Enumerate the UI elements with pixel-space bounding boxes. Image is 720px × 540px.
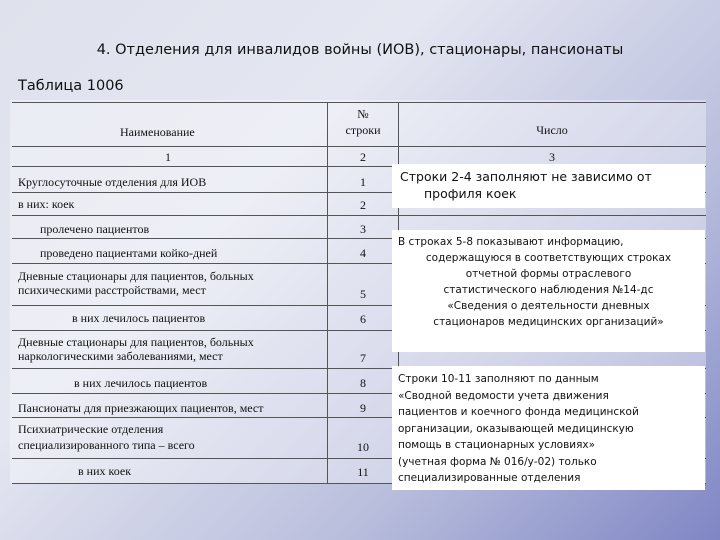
table-caption: Таблица 1006 [18, 78, 124, 94]
header-count: Число [536, 123, 568, 137]
row-name: Круглосуточные отделения для ИОВ [18, 175, 207, 189]
row-number: 8 [360, 376, 366, 390]
row-name: пролечено пациентов [40, 222, 150, 236]
col-number-row-no-cell [327, 147, 399, 167]
row-name: в них лечилось пациентов [72, 311, 206, 325]
note-rows-5-8-line3: отчетной формы отраслевого [465, 268, 632, 280]
note-rows-5-8-line2: содержащуюся в соответствующих строках [425, 252, 672, 264]
page-title: 4. Отделения для инвалидов войны (ИОВ), стационары, пансионаты [96, 42, 624, 58]
row-number: 1 [360, 175, 366, 189]
col-number-count: 3 [549, 150, 555, 164]
row-number: 5 [360, 287, 366, 301]
note-rows-5-8-line4: статистического наблюдения №14-дс [443, 284, 654, 296]
row-name: в них лечилось пациентов [74, 376, 208, 390]
row-number: 3 [360, 222, 366, 236]
row-number: 4 [360, 246, 366, 260]
note-rows-10-11-line5: помощь в стационарных условиях» [398, 439, 596, 451]
note-rows-5-8-line1: В строках 5-8 показывают информацию, [398, 236, 624, 248]
row-number: 7 [360, 351, 366, 365]
table-header-row [12, 102, 706, 147]
note-rows-10-11-line1: Строки 10-11 заполняют по данным [398, 373, 599, 385]
header-name: Наименование [120, 125, 195, 139]
col-number-row-no: 2 [360, 150, 366, 164]
note-rows-10-11-line7: специализированные отделения [398, 472, 581, 484]
row-number: 11 [357, 465, 369, 479]
row-name: Дневные стационары для пациентов, больных [18, 269, 254, 283]
note-rows-10-11-line3: пациентов и коечного фонда медицинской [398, 406, 639, 418]
note-rows-2-4-line2: профиля коек [424, 186, 517, 201]
row-name-line2: наркологическими заболеваниями, мест [18, 349, 223, 363]
row-number: 2 [360, 198, 366, 212]
row-number: 6 [360, 312, 366, 326]
row-name: Пансионаты для приезжающих пациентов, мест [18, 401, 264, 415]
row-name: Психиатрические отделения [18, 422, 164, 436]
header-row-no-cell [327, 103, 399, 147]
header-row-no-symbol: № [357, 107, 369, 121]
note-rows-5-8-line6: стационаров медицинских организаций» [433, 316, 664, 328]
note-rows-2-4-line1: Строки 2-4 заполняют не зависимо от [400, 169, 652, 184]
header-name-cell [12, 103, 327, 147]
row-number: 10 [357, 440, 369, 454]
col-number-name-cell [12, 147, 327, 167]
header-count-cell [398, 103, 706, 147]
note-rows-10-11 [392, 366, 705, 490]
note-rows-10-11-line2: «Сводной ведомости учета движения [398, 389, 609, 402]
note-rows-5-8-line5: «Сведения о деятельности дневных [447, 300, 650, 312]
row-name: Дневные стационары для пациентов, больных [18, 335, 254, 349]
header-row-no-label: строки [345, 123, 381, 137]
row-name: в них: коек [18, 197, 75, 211]
row-name: проведено пациентами койко-дней [40, 246, 218, 260]
note-rows-10-11-line4: организации, оказывающей медицинскую [398, 422, 634, 435]
row-number: 9 [360, 401, 366, 415]
row-name: в них коек [78, 464, 132, 478]
row-name-line2: специализированного типа – всего [18, 438, 195, 452]
col-number-name: 1 [165, 150, 171, 164]
note-rows-10-11-line6: (учетная форма № 016/у-02) только [398, 455, 597, 468]
note-rows-2-4 [392, 164, 705, 208]
note-rows-5-8 [392, 230, 705, 352]
row-name-line2: психическими расстройствами, мест [18, 283, 206, 297]
